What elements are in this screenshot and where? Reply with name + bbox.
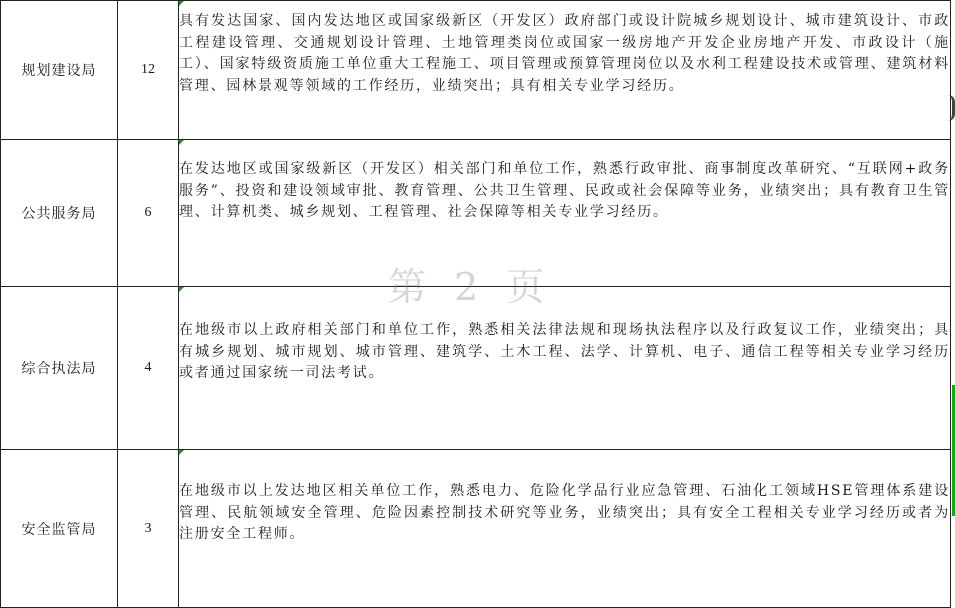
- requirements-cell: [179, 450, 951, 608]
- table-row: [1, 287, 951, 450]
- department-cell: 规划建设局: [1, 1, 118, 140]
- department-cell: 综合执法局: [1, 287, 118, 450]
- requirements-text: 在地级市以上政府相关部门和单位工作，熟悉相关法律法规和现场执法程序以及行政复议工作，业绩突出；具有城乡规划、城市规划、城市管理、建筑学、土木工程、法学、计算机、电子、通信工程等相关专业学习经历或者通过国家统一司法考试。: [179, 322, 950, 381]
- cell-corner-marker: [179, 140, 184, 145]
- edge-artifact: [948, 95, 955, 121]
- cell-corner-marker: [179, 287, 184, 292]
- requirements-text: 在发达地区或国家级新区（开发区）相关部门和单位工作，熟悉行政审批、商事制度改革研究、“互联网+政务服务”、投资和建设领域审批、教育管理、公共卫生管理、民政或社会保障等业务，业绩突出；具有教育卫生管理、计算机类、城乡规划、工程管理、社会保障等相关专业学习经历。: [179, 161, 950, 220]
- department-cell: 公共服务局: [1, 140, 118, 287]
- requirements-cell: [179, 1, 951, 140]
- department-cell: 安全监管局: [1, 450, 118, 608]
- headcount-cell: 6: [118, 140, 179, 287]
- cell-corner-marker: [179, 450, 184, 455]
- requirements-text: 在地级市以上发达地区相关单位工作，熟悉电力、危险化学品行业应急管理、石油化工领域HSE管理体系建设管理、民航领域安全管理、危险因素控制技术研究等业务，业绩突出；具有安全工程相关专业学习经历或者为注册安全工程师。: [179, 483, 950, 542]
- table-row: [1, 1, 951, 140]
- requirements-cell: [179, 287, 951, 450]
- headcount-cell: 3: [118, 450, 179, 608]
- requirements-text: 具有发达国家、国内发达地区或国家级新区（开发区）政府部门或设计院城乡规划设计、城市建筑设计、市政工程建设管理、交通规划设计管理、土地管理类岗位或国家一级房地产开发企业房地产开发、市政设计（施工）、国家特级资质施工单位重大工程施工、项目管理或预算管理岗位以及水利工程建设技术或管理、建筑材料管理、园林景观等领域的工作经历，业绩突出；具有相关专业学习经历。: [179, 13, 950, 94]
- table-row: [1, 140, 951, 287]
- headcount-cell: 12: [118, 1, 179, 140]
- headcount-cell: 4: [118, 287, 179, 450]
- cell-corner-marker: [179, 1, 184, 6]
- requirements-cell: [179, 140, 951, 287]
- page-number-watermark: 第 2 页: [388, 265, 553, 309]
- table-row: [1, 450, 951, 608]
